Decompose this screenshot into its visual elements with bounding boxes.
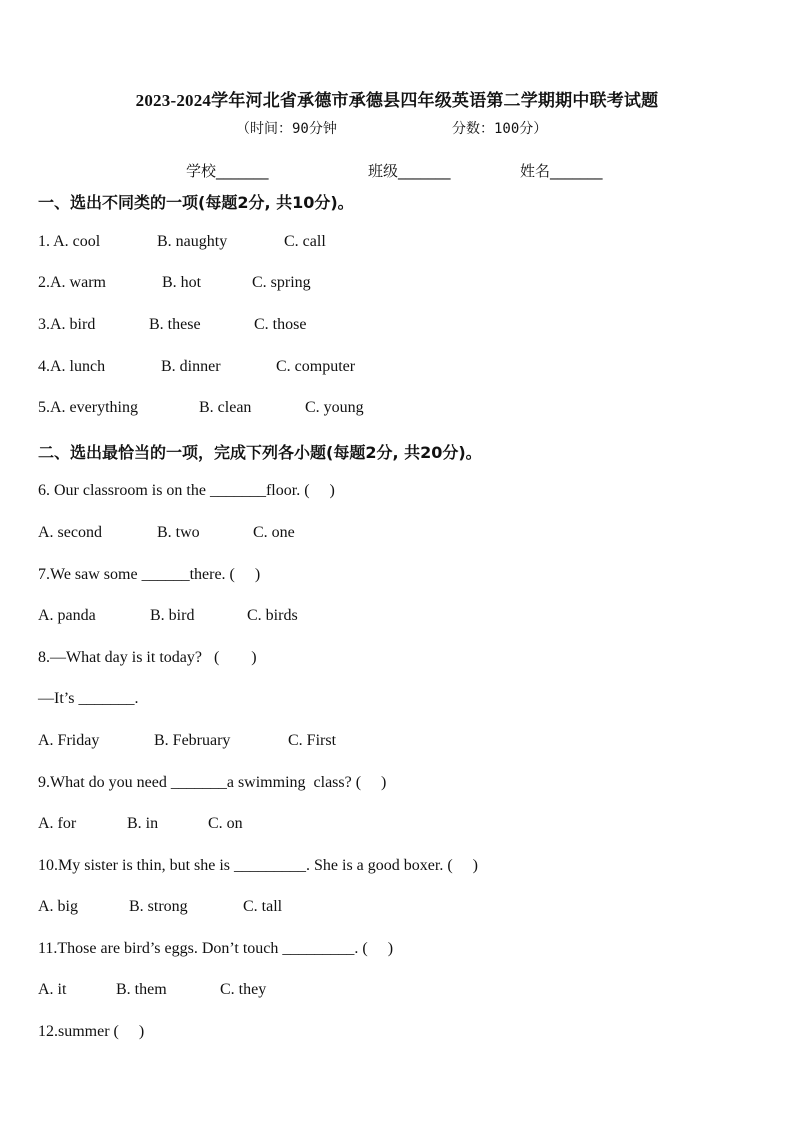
q6-option-a: A. second	[38, 524, 102, 541]
q11-option-c: C. they	[220, 981, 267, 998]
q11-question: 11.Those are bird’s eggs. Don’t touch _________. ( )	[38, 940, 394, 957]
q11-option-a: A. it	[38, 981, 67, 998]
class-field: 班级_______	[368, 162, 451, 180]
school-field: 学校_______	[186, 162, 269, 180]
q1-option-b: B. naughty	[157, 233, 228, 250]
q3-option-a: 3.A. bird	[38, 316, 96, 333]
q2-option-b: B. hot	[162, 274, 202, 291]
q10-option-a: A. big	[38, 898, 78, 915]
q2-option-c: C. spring	[252, 274, 311, 291]
q5-option-b: B. clean	[199, 399, 252, 416]
q8-answer-line: —It’s _______.	[38, 690, 139, 707]
q10-option-c: C. tall	[243, 898, 283, 915]
exam-score: 分数：100分）	[452, 121, 548, 137]
q8-option-c: C. First	[288, 732, 337, 749]
q5-option-c: C. young	[305, 399, 364, 416]
q4-option-a: 4.A. lunch	[38, 358, 106, 375]
q5-option-a: 5.A. everything	[38, 399, 138, 416]
q9-option-b: B. in	[127, 815, 159, 832]
q8-question: 8.—What day is it today? ( )	[38, 649, 257, 666]
page-title: 2023-2024学年河北省承德市承德县四年级英语第二学期期中联考试题	[135, 91, 659, 110]
q9-question: 9.What do you need _______a swimming class? ( )	[38, 774, 387, 791]
q7-option-c: C. birds	[247, 607, 298, 624]
name-field: 姓名_______	[520, 162, 603, 180]
q1-option-a: 1. A. cool	[38, 233, 101, 250]
q4-option-b: B. dinner	[161, 358, 221, 375]
q8-option-a: A. Friday	[38, 732, 100, 749]
q2-option-a: 2.A. warm	[38, 274, 106, 291]
q8-option-b: B. February	[154, 732, 231, 749]
q3-option-b: B. these	[149, 316, 201, 333]
q6-option-c: C. one	[253, 524, 295, 541]
q6-option-b: B. two	[157, 524, 200, 541]
section-1-heading: 一、选出不同类的一项(每题2分, 共10分)。	[38, 193, 354, 212]
q3-option-c: C. those	[254, 316, 307, 333]
q9-option-c: C. on	[208, 815, 243, 832]
q9-option-a: A. for	[38, 815, 77, 832]
q7-option-b: B. bird	[150, 607, 195, 624]
q10-option-b: B. strong	[129, 898, 188, 915]
q10-question: 10.My sister is thin, but she is _________. She is a good boxer. ( )	[38, 857, 478, 874]
q1-option-c: C. call	[284, 233, 326, 250]
q7-question: 7.We saw some ______there. ( )	[38, 566, 261, 583]
q12-question: 12.summer ( )	[38, 1023, 145, 1040]
exam-time: （时间：90分钟	[236, 121, 337, 137]
q11-option-b: B. them	[116, 981, 167, 998]
section-2-heading: 二、选出最恰当的一项，完成下列各小题(每题2分, 共20分)。	[38, 443, 482, 462]
q7-option-a: A. panda	[38, 607, 96, 624]
q6-question: 6. Our classroom is on the _______floor. ( )	[38, 482, 335, 499]
q4-option-c: C. computer	[276, 358, 356, 375]
